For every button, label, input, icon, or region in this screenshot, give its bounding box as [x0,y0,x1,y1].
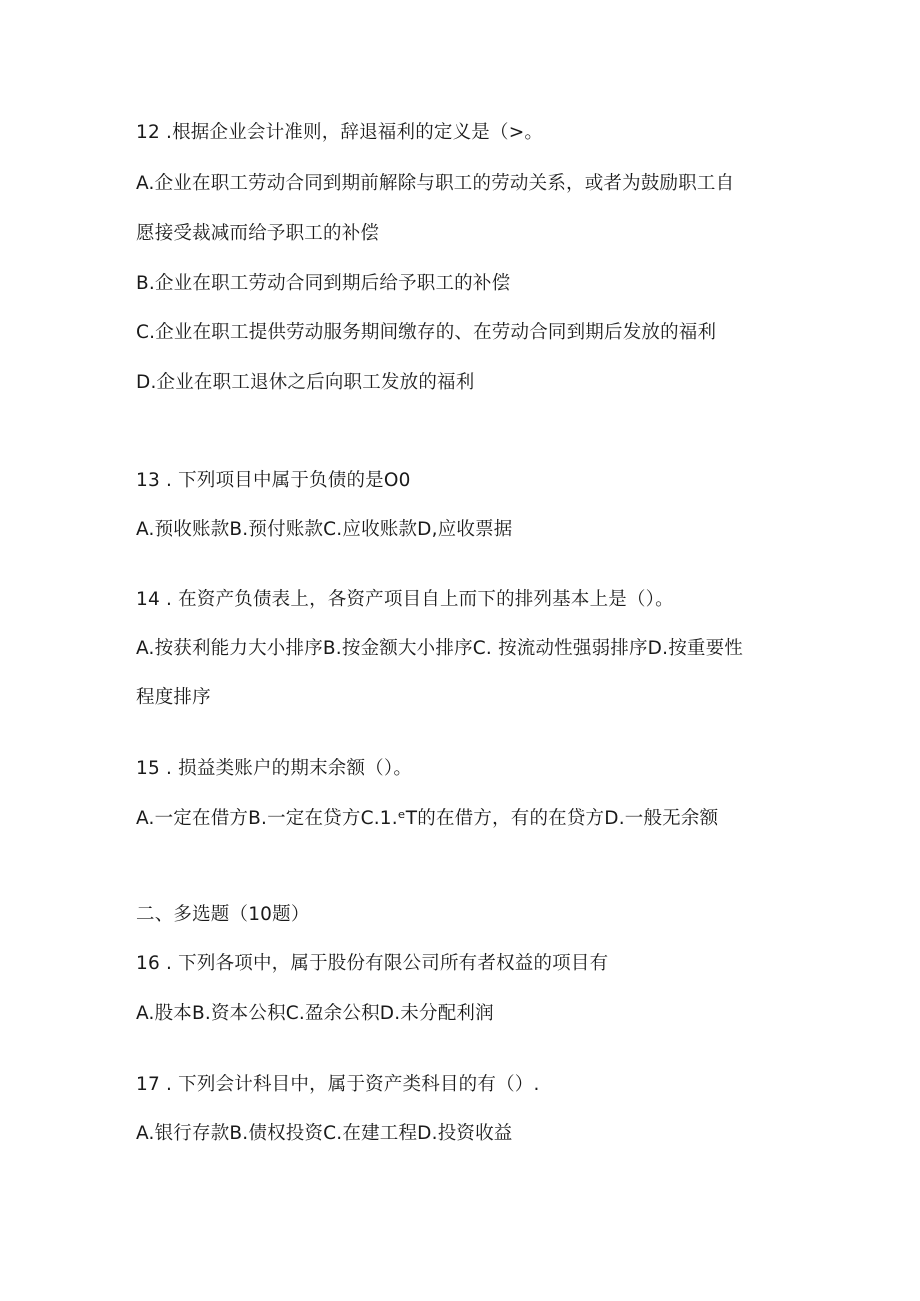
q12-option-b: B.企业在职工劳动合同到期后给予职工的补偿 [136,273,511,294]
q12-stem: 12 .根据企业会计准则，辞退福利的定义是（>。 [136,122,544,143]
q17-stem: 17 . 下列会计科目中，属于资产类科目的有（）. [136,1074,540,1095]
q14-stem: 14 . 在资产负债表上，各资产项目自上而下的排列基本上是（）。 [136,589,674,610]
q12-option-a-line1: A.企业在职工劳动合同到期前解除与职工的劳动关系，或者为鼓励职工自 [136,173,735,194]
q14-options-line1: A.按获利能力大小排序B.按金额大小排序C. 按流动性强弱排序D.按重要性 [136,638,743,659]
q12-option-a-line2: 愿接受裁减而给予职工的补偿 [136,223,380,244]
q14-options-line2: 程度排序 [136,687,211,708]
q16-stem: 16 . 下列各项中，属于股份有限公司所有者权益的项目有 [136,953,609,974]
q15-stem: 15 . 损益类账户的期末余额（）。 [136,758,413,779]
q15-options: A.一定在借方B.一定在贷方C.1.ᵉT的在借方，有的在贷方D.一般无余额 [136,808,719,829]
q13-options: A.预收账款B.预付账款C.应收账款D,应收票据 [136,519,513,540]
q17-options: A.银行存款B.债权投资C.在建工程D.投资收益 [136,1123,513,1144]
q12-option-c: C.企业在职工提供劳动服务期间缴存的、在劳动合同到期后发放的福利 [136,322,717,343]
q12-option-d: D.企业在职工退休之后向职工发放的福利 [136,372,475,393]
q16-options: A.股本B.资本公积C.盈余公积D.未分配利润 [136,1003,494,1024]
section-heading-multiple-choice: 二、多选题（10题） [136,904,310,925]
q13-stem: 13 . 下列项目中属于负债的是O0 [136,470,411,491]
